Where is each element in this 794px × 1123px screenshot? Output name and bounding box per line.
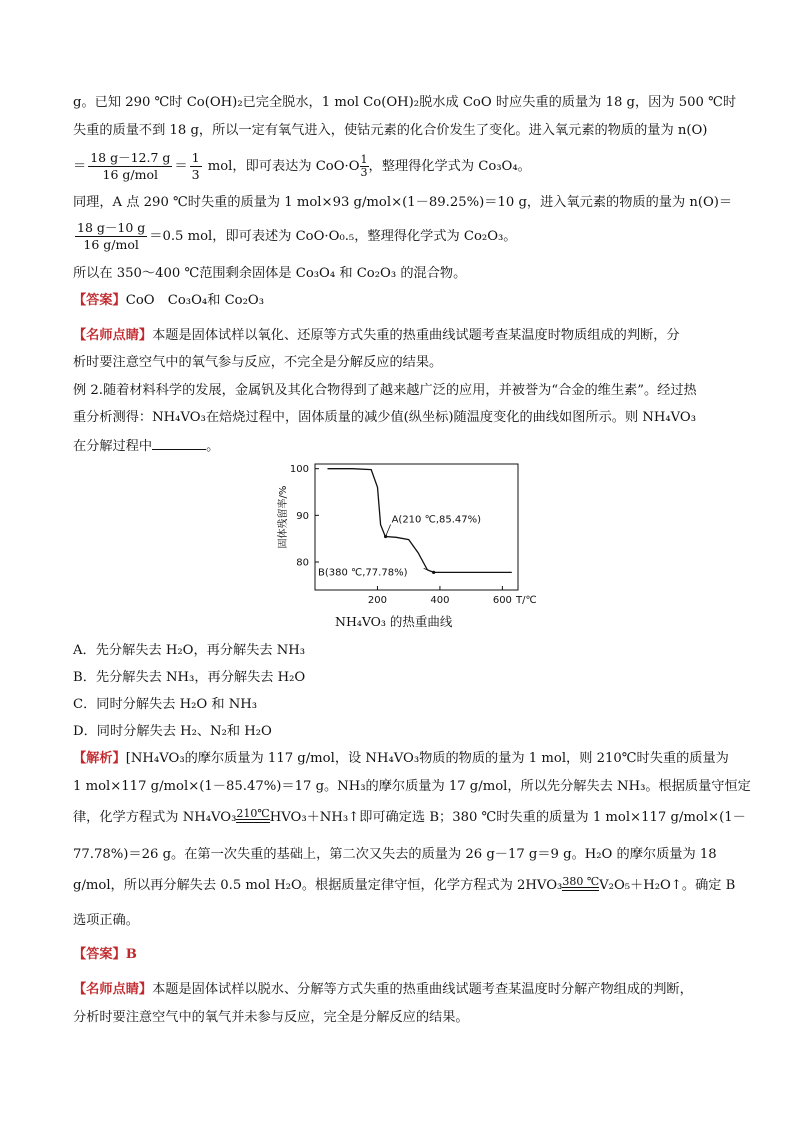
fraction — [88, 150, 172, 183]
fraction-denominator: 16 g/mol — [102, 167, 159, 182]
y-tick-label: 90 — [296, 510, 309, 522]
point-a-marker — [384, 535, 387, 538]
paragraph-line: 失重的质量不到 18 g，所以一定有氧气进入，使钴元素的化合价发生了变化。进入氧元素的物质的量为 n(O) — [73, 123, 708, 138]
y-tick-label: 80 — [296, 557, 309, 569]
text-run: V₂O₅＋H₂O↑。确定 B — [599, 878, 736, 893]
fraction-numerator: 18 g－10 g — [77, 220, 146, 235]
condition-label: 380 ℃ — [562, 875, 600, 888]
point-b-label: B(380 ℃,77.78%) — [318, 567, 408, 579]
question-line — [73, 436, 219, 457]
x-tick-label: 200 — [367, 595, 388, 606]
paragraph-line: 77.78%)＝26 g。在第一次失重的基础上，第二次又失去的质量为 26 g－17 g＝9 g。H₂O 的摩尔质量为 18 — [73, 847, 717, 862]
answer-line — [73, 945, 137, 965]
condition-label: 210℃ — [236, 807, 270, 820]
option-a: A．先分解失去 H₂O，再分解失去 NH₃ — [73, 643, 306, 658]
y-tick-label: 100 — [289, 464, 309, 476]
answer-blank — [152, 436, 206, 450]
paragraph-line: 重分析测得：NH₄VO₃在焙烧过程中，固体质量的减少值(纵坐标)随温度变化的曲线如图所示。则 NH₄VO₃ — [73, 410, 697, 425]
paragraph-line: 选项正确。 — [73, 913, 139, 928]
equation-line — [73, 808, 746, 828]
fraction-denominator: 3 — [360, 166, 368, 179]
tip-tag: 【名师点睛】 — [73, 982, 153, 997]
thermogravimetric-chart — [270, 456, 537, 608]
text-run: 在分解过程中 — [73, 439, 153, 454]
text-run: g/mol，所以再分解失去 0.5 mol H₂O。根据质量定律守恒，化学方程式为 2HVO₃ — [73, 878, 563, 893]
option-c: C．同时分解失去 H₂O 和 NH₃ — [73, 697, 258, 712]
equation-line — [73, 876, 735, 896]
analysis-text: [NH₄VO₃的摩尔质量为 117 g/mol，设 NH₄VO₃物质的物质的量为 1 mol，则 210℃时失重的质量为 — [125, 751, 729, 766]
fraction — [75, 220, 147, 253]
equals-sign: ＝ — [73, 159, 87, 174]
text-run: 律，化学方程式为 NH₄VO₃ — [73, 810, 237, 825]
paragraph-line: g。已知 290 ℃时 Co(OH)₂已完全脱水，1 mol Co(OH)₂脱水成 CoO 时应失重的质量为 18 g，因为 500 ℃时 — [73, 95, 737, 110]
fraction-line — [73, 150, 531, 183]
fraction-numerator: 1 — [360, 153, 368, 166]
answer-text: B — [125, 947, 137, 962]
answer-tag: 【答案】 — [73, 947, 126, 962]
chart-caption: NH₄VO₃ 的热重曲线 — [335, 614, 453, 629]
fraction-line — [73, 220, 517, 253]
y-axis-label: 固体残留率/% — [278, 485, 289, 549]
fraction-numerator: 18 g－12.7 g — [90, 150, 171, 165]
point-a-leader — [386, 524, 391, 536]
tip-tag: 【名师点睛】 — [73, 328, 153, 343]
tip-line — [73, 980, 693, 1000]
answer-line — [73, 291, 264, 311]
answer-tag: 【答案】 — [73, 293, 126, 308]
point-b-leader — [424, 568, 434, 572]
paragraph-line: 析时要注意空气中的氧气参与反应，不完全是分解反应的结果。 — [73, 355, 443, 370]
option-d: D．同时分解失去 H₂、N₂和 H₂O — [73, 724, 272, 739]
tip-text: 本题是固体试样以脱水、分解等方式失重的热重曲线试题考查某温度时分解产物组成的判断， — [152, 982, 693, 997]
paragraph-line: 同理，A 点 290 ℃时失重的质量为 1 mol×93 g/mol×(1－89.25%)＝10 g，进入氧元素的物质的量为 n(O)＝ — [73, 195, 733, 210]
reaction-condition — [236, 808, 269, 828]
text-run: ，整理得化学式为 Co₃O₄。 — [368, 159, 531, 174]
tip-text: 本题是固体试样以氧化、还原等方式失重的热重曲线试题考查某温度时物质组成的判断，分 — [152, 328, 680, 343]
paragraph-line: 分析时要注意空气中的氧气并未参与反应，完全是分解反应的结果。 — [73, 1010, 469, 1025]
paragraph-line: 例 2.随着材料科学的发展，金属钒及其化合物得到了越来越广泛的应用，并被誉为“合金的维生素”。经过热 — [73, 383, 697, 398]
text-run: HVO₃＋NH₃↑即可确定选 B；380 ℃时失重的质量为 1 mol×117 g/mol×(1－ — [269, 810, 746, 825]
analysis-tag: 【解析】 — [73, 751, 126, 766]
fraction-denominator: 3 — [191, 167, 200, 182]
x-tick-label: 400 — [430, 595, 450, 606]
text-run: mol，即可表达为 CoO·O — [203, 159, 360, 174]
analysis-line — [73, 749, 729, 769]
answer-text: CoO Co₃O₄和 Co₂O₃ — [125, 293, 264, 308]
x-tick-label: 600 — [492, 595, 512, 606]
tip-line — [73, 326, 680, 346]
reaction-condition — [562, 876, 599, 896]
text-run: ＝0.5 mol，即可表述为 CoO·O₀.₅，整理得化学式为 Co₂O₃。 — [149, 229, 517, 244]
equals-sign: ＝ — [174, 159, 188, 174]
fraction-denominator: 16 g/mol — [83, 237, 139, 252]
fraction — [190, 150, 202, 183]
text-run: 。 — [206, 439, 220, 454]
point-a-label: A(210 ℃,85.47%) — [391, 514, 482, 526]
paragraph-line: 1 mol×117 g/mol×(1－85.47%)＝17 g。NH₃的摩尔质量为 17 g/mol，所以先分解失去 NH₃。根据质量守恒定 — [73, 779, 751, 794]
fraction-numerator: 1 — [191, 150, 200, 165]
x-axis-label: T/℃ — [516, 595, 537, 606]
paragraph-line: 所以在 350～400 ℃范围剩余固体是 Co₃O₄ 和 Co₂O₃ 的混合物。 — [73, 266, 467, 281]
option-b: B．先分解失去 NH₃，再分解失去 H₂O — [73, 670, 306, 685]
subscript-fraction — [360, 154, 369, 179]
